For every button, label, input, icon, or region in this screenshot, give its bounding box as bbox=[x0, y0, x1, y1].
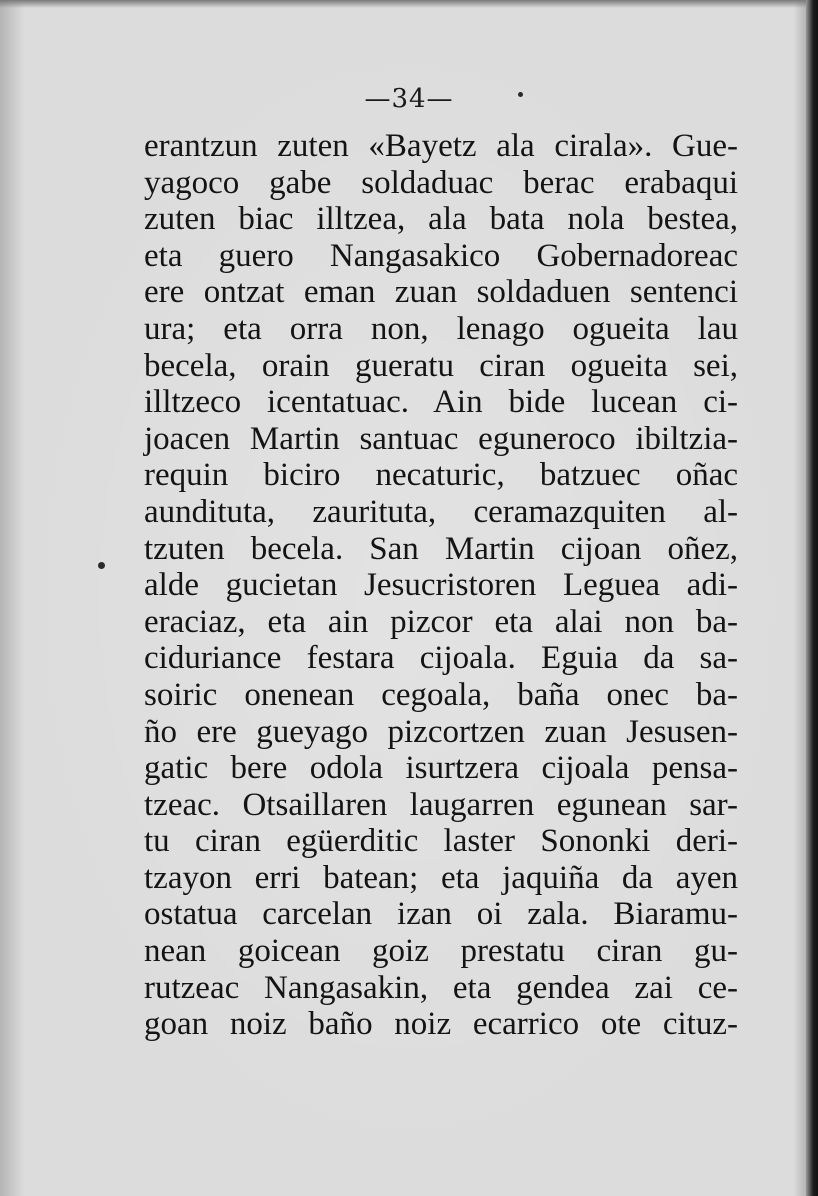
text-line: ostatua carcelan izan oi zala. Biaramu- bbox=[144, 896, 738, 933]
text-line: illtzeco icentatuac. Ain bide lucean ci- bbox=[144, 384, 738, 421]
page-top-edge bbox=[0, 0, 818, 8]
text-line: tzeac. Otsaillaren laugarren egunean sar- bbox=[144, 786, 738, 823]
text-line: alde gucietan Jesucristoren Leguea adi- bbox=[144, 567, 738, 604]
text-line: gatic bere odola isurtzera cijoala pensa- bbox=[144, 750, 738, 787]
text-line: ciduriance festara cijoala. Eguia da sa- bbox=[144, 640, 738, 677]
text-line: soiric onenean cegoala, baña onec ba- bbox=[144, 676, 738, 713]
text-line: joacen Martin santuac eguneroco ibiltzia- bbox=[144, 420, 738, 457]
text-line: erantzun zuten «Bayetz ala cirala». Gue- bbox=[144, 128, 738, 164]
text-line: ño ere gueyago pizcortzen zuan Jesusen- bbox=[144, 713, 738, 750]
ink-speck bbox=[98, 562, 105, 569]
page-right-edge bbox=[806, 0, 818, 1196]
text-line: goan noiz baño noiz ecarrico ote cituz- bbox=[144, 1006, 738, 1043]
text-line: yagoco gabe soldaduac berac erabaqui bbox=[144, 164, 738, 201]
text-line: becela, orain gueratu ciran ogueita sei, bbox=[144, 347, 738, 384]
text-line: zuten biac illtzea, ala bata nola bestea, bbox=[144, 201, 738, 238]
text-line: tu ciran egüerditic laster Sononki deri- bbox=[144, 823, 738, 860]
text-line: tzuten becela. San Martin cijoan oñez, bbox=[144, 530, 738, 567]
ink-speck bbox=[518, 92, 523, 97]
body-text bbox=[144, 128, 738, 1043]
text-line: rutzeac Nangasakin, eta gendea zai ce- bbox=[144, 969, 738, 1006]
text-line: nean goicean goiz prestatu ciran gu- bbox=[144, 933, 738, 970]
text-line: eraciaz, eta ain pizcor eta alai non ba- bbox=[144, 603, 738, 640]
text-line: eta guero Nangasakico Gobernadoreac bbox=[144, 237, 738, 274]
text-line: tzayon erri batean; eta jaquiña da ayen bbox=[144, 859, 738, 896]
text-line: requin biciro necaturic, batzuec oñac bbox=[144, 457, 738, 494]
page-number: —34— bbox=[364, 84, 454, 114]
text-line: ura; eta orra non, lenago ogueita lau bbox=[144, 310, 738, 347]
text-line: aundituta, zaurituta, ceramazquiten al- bbox=[144, 493, 738, 530]
text-line: ere ontzat eman zuan soldaduen sentenci bbox=[144, 274, 738, 311]
